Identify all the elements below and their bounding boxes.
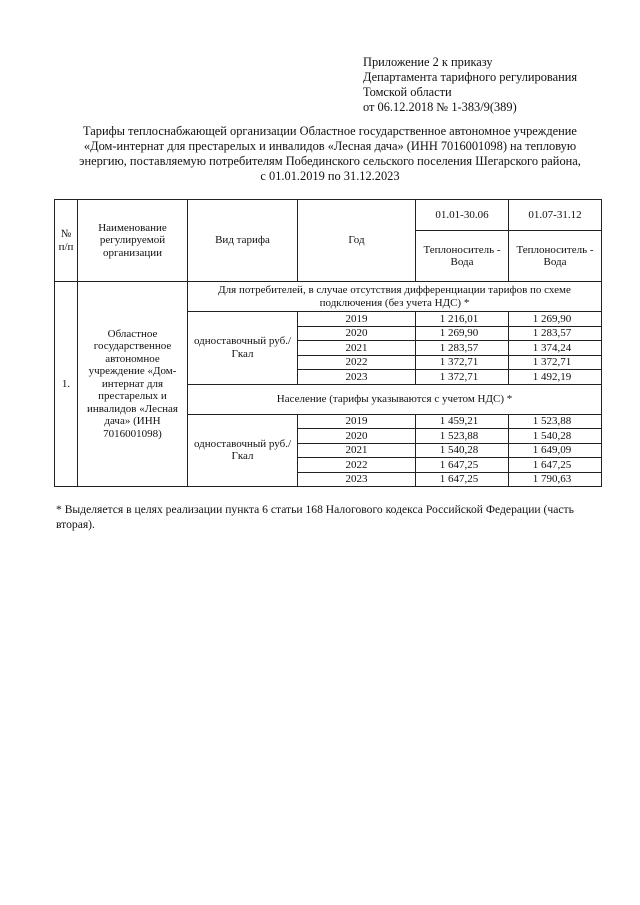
organization-name: Областное государственное автономное учреждение «Дом-интернат для престарелых и инвалидов «Лесная дача» (ИНН 7016001098) bbox=[78, 282, 188, 487]
tariff-table bbox=[54, 199, 602, 487]
value-cell: 1 374,24 bbox=[509, 341, 602, 356]
year-cell: 2020 bbox=[298, 326, 416, 341]
appendix-block bbox=[363, 55, 623, 115]
tariff-type-cell: одноставочный руб./Гкал bbox=[188, 312, 298, 385]
header-carrier-2: Теплоноситель - Вода bbox=[509, 231, 602, 282]
title-line: «Дом-интернат для престарелых и инвалидов «Лесная дача» (ИНН 7016001098) на тепловую bbox=[83, 139, 577, 153]
value-cell: 1 216,01 bbox=[416, 312, 509, 327]
title-line: Тарифы теплоснабжающей организации Областное государственное автономное учреждение bbox=[83, 124, 577, 138]
year-cell: 2020 bbox=[298, 429, 416, 444]
value-cell: 1 372,71 bbox=[416, 355, 509, 370]
title-line: с 01.01.2019 по 31.12.2023 bbox=[260, 169, 400, 183]
appendix-line: Приложение 2 к приказу bbox=[363, 55, 493, 69]
year-cell: 2022 bbox=[298, 458, 416, 473]
header-org: Наименование регулируемой организации bbox=[78, 200, 188, 282]
value-cell: 1 372,71 bbox=[416, 370, 509, 385]
appendix-line: от 06.12.2018 № 1-383/9(389) bbox=[363, 100, 517, 114]
row-number: 1. bbox=[55, 282, 78, 487]
year-cell: 2019 bbox=[298, 414, 416, 429]
header-period-1: 01.01-30.06 bbox=[416, 200, 509, 231]
value-cell: 1 647,25 bbox=[416, 458, 509, 473]
title-line: энергию, поставляемую потребителям Побединского сельского поселения Шегарского района, bbox=[79, 154, 581, 168]
value-cell: 1 647,25 bbox=[416, 472, 509, 487]
header-period-2: 01.07-31.12 bbox=[509, 200, 602, 231]
header-num: № п/п bbox=[55, 200, 78, 282]
value-cell: 1 523,88 bbox=[416, 429, 509, 444]
section-title: Население (тарифы указываются с учетом НДС) * bbox=[188, 384, 602, 414]
year-cell: 2021 bbox=[298, 443, 416, 458]
value-cell: 1 459,21 bbox=[416, 414, 509, 429]
year-cell: 2023 bbox=[298, 370, 416, 385]
value-cell: 1 647,25 bbox=[509, 458, 602, 473]
value-cell: 1 492,19 bbox=[509, 370, 602, 385]
value-cell: 1 540,28 bbox=[416, 443, 509, 458]
value-cell: 1 283,57 bbox=[509, 326, 602, 341]
appendix-line: Томской области bbox=[363, 85, 452, 99]
value-cell: 1 649,09 bbox=[509, 443, 602, 458]
year-cell: 2022 bbox=[298, 355, 416, 370]
value-cell: 1 540,28 bbox=[509, 429, 602, 444]
appendix-line: Департамента тарифного регулирования bbox=[363, 70, 578, 84]
header-tariff-type: Вид тарифа bbox=[188, 200, 298, 282]
tariff-type-cell: одноставочный руб./Гкал bbox=[188, 414, 298, 487]
header-year: Год bbox=[298, 200, 416, 282]
header-carrier-1: Теплоноситель - Вода bbox=[416, 231, 509, 282]
value-cell: 1 269,90 bbox=[509, 312, 602, 327]
header-row bbox=[55, 200, 602, 231]
section-header-row bbox=[55, 282, 602, 312]
year-cell: 2019 bbox=[298, 312, 416, 327]
value-cell: 1 523,88 bbox=[509, 414, 602, 429]
footnote: * Выделяется в целях реализации пункта 6 статьи 168 Налогового кодекса Российской Федерации (часть вторая). bbox=[56, 503, 574, 531]
value-cell: 1 283,57 bbox=[416, 341, 509, 356]
year-cell: 2021 bbox=[298, 341, 416, 356]
value-cell: 1 790,63 bbox=[509, 472, 602, 487]
document-title bbox=[50, 124, 610, 184]
year-cell: 2023 bbox=[298, 472, 416, 487]
value-cell: 1 269,90 bbox=[416, 326, 509, 341]
section-title: Для потребителей, в случае отсутствия дифференциации тарифов по схеме подключения (без учета НДС) * bbox=[188, 282, 602, 312]
value-cell: 1 372,71 bbox=[509, 355, 602, 370]
